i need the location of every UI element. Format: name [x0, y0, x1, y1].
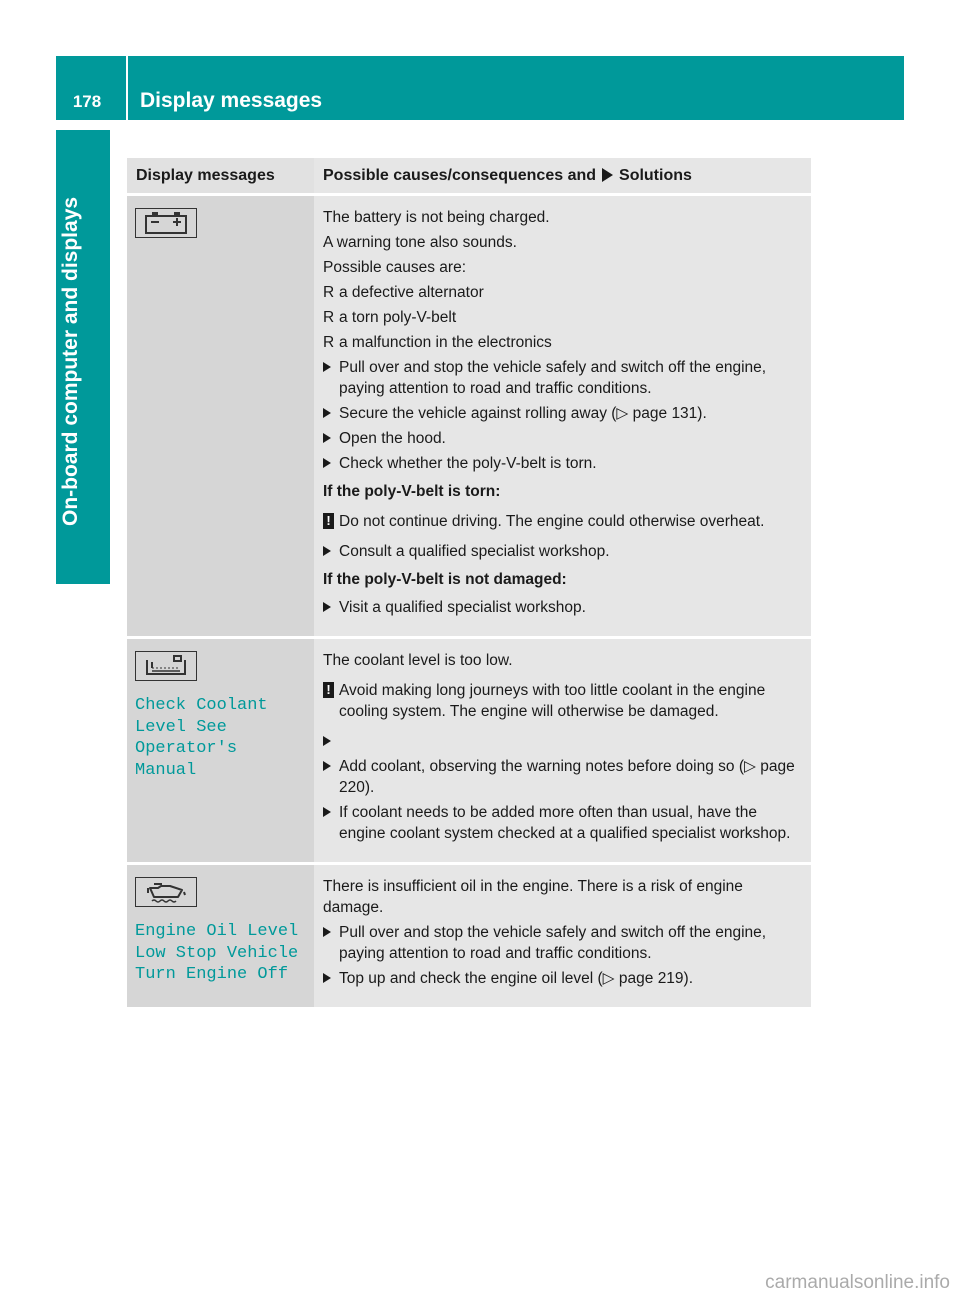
condition-heading: If the poly-V-belt is torn:: [323, 483, 501, 500]
battery-icon: [135, 208, 197, 238]
solution-arrow-icon: [602, 168, 613, 182]
step-text: Consult a qualified specialist workshop.: [339, 543, 610, 560]
column-header-causes-text: Possible causes/consequences and: [323, 167, 597, 184]
section-side-tab: [56, 130, 110, 584]
cause-text: Possible causes are:: [323, 259, 467, 276]
cause-text: There is insufficient oil in the engine. There is a risk of engine damage.: [323, 878, 743, 916]
bullet-mark: R: [323, 284, 335, 301]
step-text: Add coolant, observing the warning notes before doing so (▷ page 220).: [339, 758, 795, 796]
watermark: carmanualsonline.info: [765, 1272, 950, 1293]
solution-step: [323, 756, 805, 798]
solution-step: [323, 541, 805, 562]
cause-text: A warning tone also sounds.: [323, 234, 517, 251]
page-title: Display messages: [140, 89, 323, 112]
step-arrow-icon: [323, 408, 331, 418]
column-header-solutions-text: Solutions: [619, 167, 692, 184]
display-cell: [127, 195, 314, 638]
page-number-box: [56, 56, 126, 120]
step-text: Pull over and stop the vehicle safely and switch off the engine, paying attention to road and traffic conditions.: [339, 924, 767, 962]
coolant-icon: [135, 651, 197, 681]
column-header-causes: [314, 157, 811, 195]
warning-text: Do not continue driving. The engine could otherwise overheat.: [339, 513, 765, 530]
bullet-mark: R: [323, 309, 335, 326]
table-header-row: [127, 157, 811, 195]
cause-text: The battery is not being charged.: [323, 209, 550, 226]
display-message-text: Check Coolant Level See Operator's Manual: [135, 696, 268, 780]
solution-step: [323, 731, 805, 752]
list-item-text: a defective alternator: [339, 284, 484, 301]
step-arrow-icon: [323, 602, 331, 612]
step-arrow-icon: [323, 546, 331, 556]
list-item-text: a malfunction in the electronics: [339, 334, 552, 351]
display-cell: [127, 638, 314, 864]
warning-icon: !: [323, 513, 334, 529]
warning-note: [323, 680, 805, 722]
table-row: [127, 195, 811, 638]
step-arrow-icon: [323, 736, 331, 746]
list-item-text: a torn poly-V-belt: [339, 309, 457, 326]
solution-step: [323, 597, 805, 618]
list-item: [323, 307, 805, 328]
oil-can-icon: [135, 877, 197, 907]
solution-step: [323, 428, 805, 449]
table-row: [127, 864, 811, 1008]
solution-step: [323, 453, 805, 474]
solution-step: [323, 357, 805, 399]
display-cell: [127, 864, 314, 1008]
causes-cell: [314, 195, 811, 638]
cause-text: The coolant level is too low.: [323, 652, 513, 669]
step-arrow-icon: [323, 458, 331, 468]
causes-cell: [314, 638, 811, 864]
bullet-mark: R: [323, 334, 335, 351]
page-number: 178: [72, 92, 102, 111]
solution-step: [323, 922, 805, 964]
step-text: Top up and check the engine oil level (▷ page 219).: [339, 970, 694, 987]
page-header: [56, 56, 904, 120]
display-message-text: Engine Oil Level Low Stop Vehicle Turn Engine Off: [135, 922, 299, 984]
warning-note: [323, 511, 805, 532]
solution-step: [323, 802, 805, 844]
table-row: [127, 638, 811, 864]
warning-icon: !: [323, 682, 334, 698]
header-title-box: [128, 56, 904, 120]
step-text: Pull over and stop the vehicle safely and switch off the engine, paying attention to road and traffic conditions.: [339, 359, 767, 397]
warning-text: Avoid making long journeys with too little coolant in the engine cooling system. The engine will otherwise be damaged.: [339, 682, 766, 720]
step-text: Secure the vehicle against rolling away (▷ page 131).: [339, 405, 707, 422]
step-arrow-icon: [323, 761, 331, 771]
solution-step: [323, 403, 805, 424]
list-item: [323, 282, 805, 303]
step-arrow-icon: [323, 433, 331, 443]
step-arrow-icon: [323, 362, 331, 372]
step-text: Visit a qualified specialist workshop.: [339, 599, 586, 616]
step-text: If coolant needs to be added more often than usual, have the engine coolant system checked at a qualified specialist workshop.: [339, 804, 791, 842]
list-item: [323, 332, 805, 353]
section-label: On-board computer and displays: [59, 196, 82, 526]
step-text: Open the hood.: [339, 430, 446, 447]
step-arrow-icon: [323, 807, 331, 817]
step-text: Check whether the poly-V-belt is torn.: [339, 455, 597, 472]
step-arrow-icon: [323, 973, 331, 983]
step-arrow-icon: [323, 927, 331, 937]
solution-step: [323, 968, 805, 989]
condition-heading: If the poly-V-belt is not damaged:: [323, 571, 567, 588]
causes-cell: [314, 864, 811, 1008]
display-messages-table: [127, 155, 811, 1007]
column-header-display: Display messages: [127, 157, 314, 195]
